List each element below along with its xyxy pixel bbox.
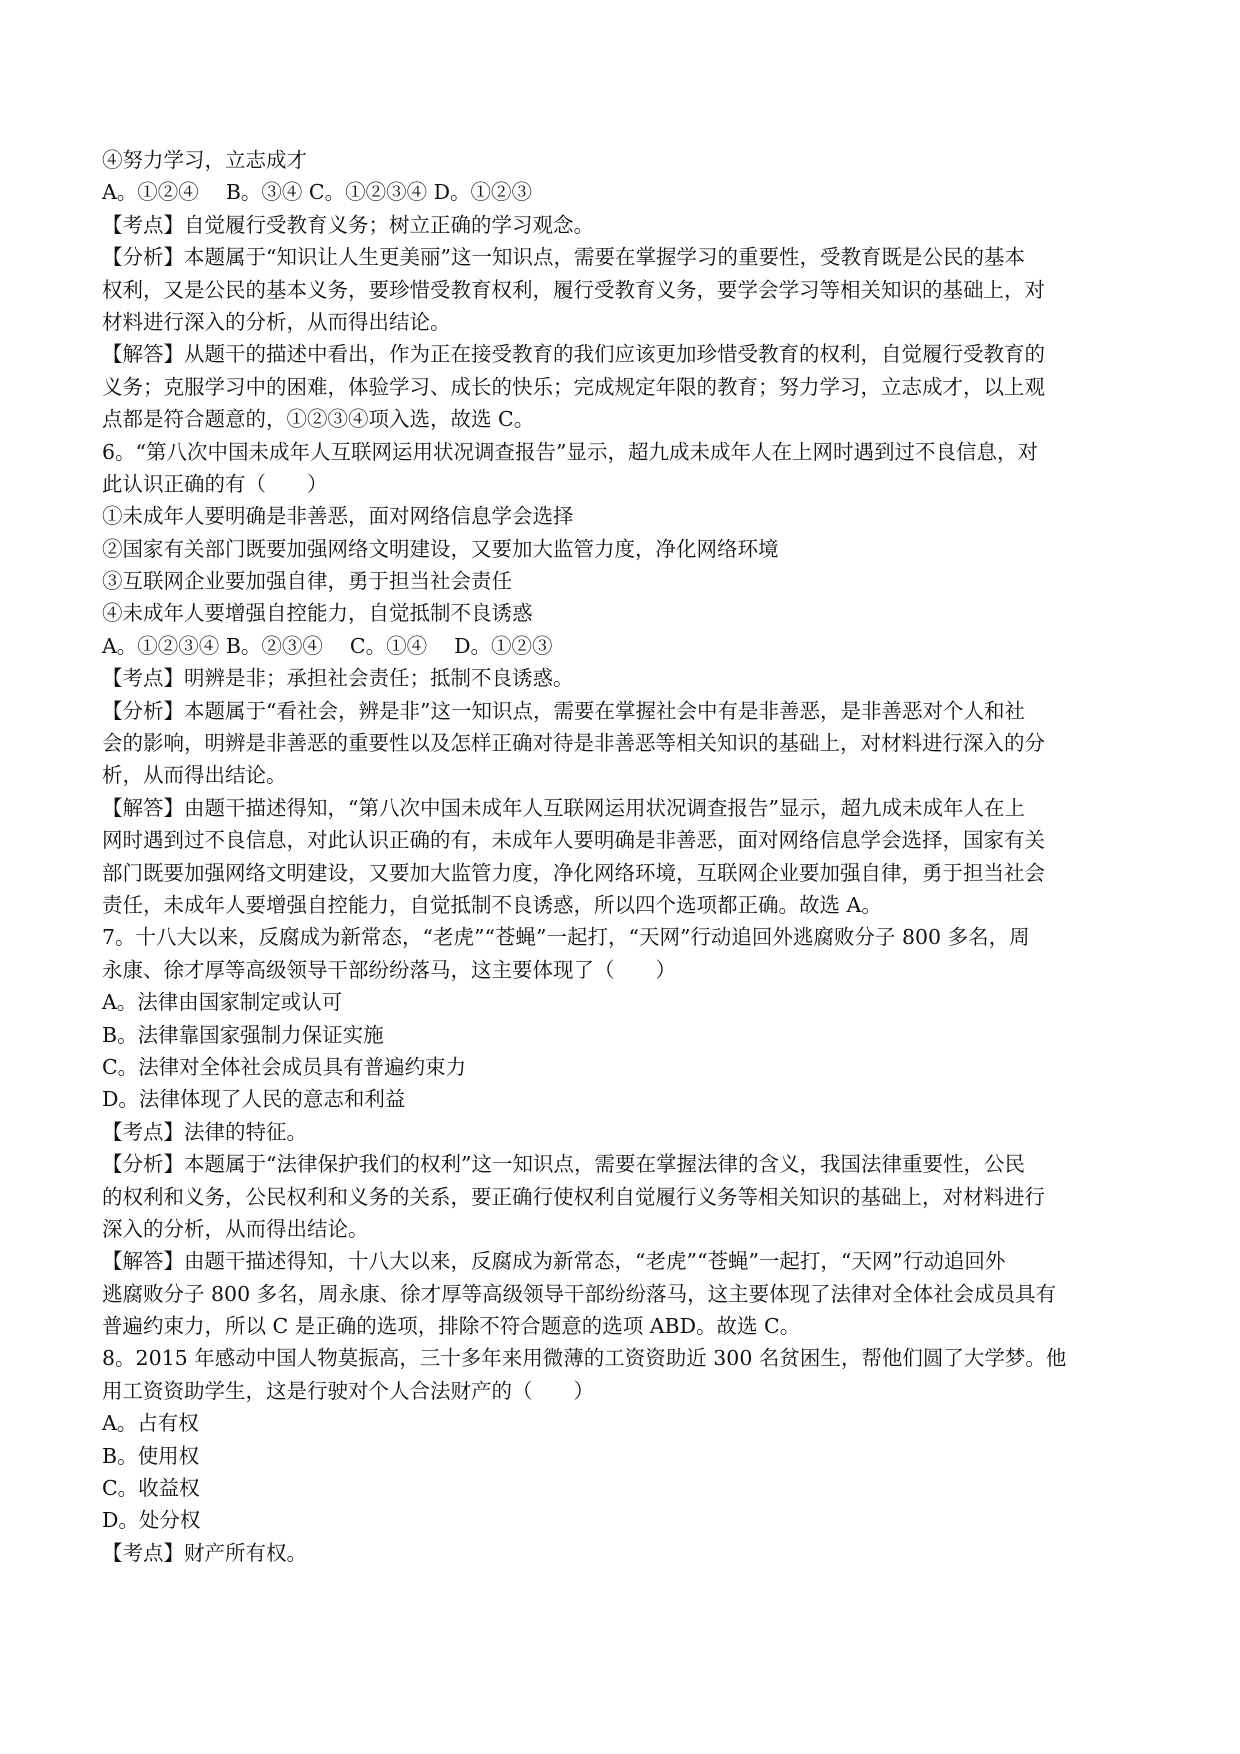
text-line: 【解答】由题干描述得知，十八大以来，反腐成为新常态，“老虎”“苍蝇”一起打，“天网”行动追回外: [102, 1249, 1006, 1274]
text-line: C。收益权: [102, 1476, 200, 1501]
text-line: 权利，又是公民的基本义务，要珍惜受教育权利，履行受教育义务，要学会学习等相关知识的基础上，对: [102, 277, 1045, 302]
text-line: 【解答】由题干描述得知，“第八次中国未成年人互联网运用状况调查报告”显示，超九成未成年人在上: [102, 795, 1025, 820]
text-line: B。使用权: [102, 1443, 200, 1468]
text-line: 材料进行深入的分析，从而得出结论。: [102, 309, 451, 334]
text-line: C。法律对全体社会成员具有普遍约束力: [102, 1054, 467, 1079]
text-line: 部门既要加强网络文明建设，又要加大监管力度，净化网络环境，互联网企业要加强自律，勇于担当社会: [102, 860, 1045, 885]
text-line: 会的影响，明辨是非善恶的重要性以及怎样正确对待是非善恶等相关知识的基础上，对材料进行深入的分: [102, 731, 1045, 756]
text-line: 【考点】自觉履行受教育义务；树立正确的学习观念。: [102, 212, 594, 237]
text-line: 普遍约束力，所以 C 是正确的选项，排除不符合题意的选项 ABD。故选 C。: [102, 1314, 801, 1339]
text-line: 【分析】本题属于“看社会，辨是非”这一知识点，需要在掌握社会中有是非善恶，是非善恶对个人和社: [102, 698, 1025, 723]
text-line: A。法律由国家制定或认可: [102, 990, 343, 1015]
text-line: 析，从而得出结论。: [102, 763, 287, 788]
text-line: A。占有权: [102, 1411, 199, 1436]
text-line: 的权利和义务，公民权利和义务的关系，要正确行使权利自觉履行义务等相关知识的基础上，对材料进行: [102, 1184, 1045, 1209]
text-line: D。处分权: [102, 1508, 201, 1533]
text-line: 网时遇到过不良信息，对此认识正确的有，未成年人要明确是非善恶，面对网络信息学会选择，国家有关: [102, 828, 1045, 853]
text-line: 深入的分析，从而得出结论。: [102, 1216, 369, 1241]
text-line: ③互联网企业要加强自律，勇于担当社会责任: [102, 569, 512, 594]
text-line: ①未成年人要明确是非善恶，面对网络信息学会选择: [102, 504, 574, 529]
text-line: 义务；克服学习中的困难，体验学习、成长的快乐；完成规定年限的教育；努力学习，立志成才，以上观: [102, 374, 1045, 399]
text-line: 【考点】法律的特征。: [102, 1119, 307, 1144]
text-line: ②国家有关部门既要加强网络文明建设，又要加大监管力度，净化网络环境: [102, 536, 779, 561]
text-line: 【解答】从题干的描述中看出，作为正在接受教育的我们应该更加珍惜受教育的权利，自觉履行受教育的: [102, 342, 1045, 367]
text-line: 【考点】明辨是非；承担社会责任；抵制不良诱惑。: [102, 666, 574, 691]
text-line: 此认识正确的有（ ）: [102, 471, 328, 496]
text-line: 【分析】本题属于“法律保护我们的权利”这一知识点，需要在掌握法律的含义，我国法律重要性，公民: [102, 1152, 1025, 1177]
text-line: 永康、徐才厚等高级领导干部纷纷落马，这主要体现了（ ）: [102, 957, 676, 982]
text-line: ④努力学习，立志成才: [102, 148, 307, 172]
text-line: 6。“第八次中国未成年人互联网运用状况调查报告”显示，超九成未成年人在上网时遇到过不良信息，对: [102, 439, 1039, 464]
text-line: A。①②④ B。③④ C。①②③④ D。①②③: [102, 180, 533, 205]
text-line: 8。2015 年感动中国人物莫振高，三十多年来用微薄的工资资助近 300 名贫困生，帮他们圆了大学梦。他: [102, 1346, 1067, 1371]
text-line: D。法律体现了人民的意志和利益: [102, 1087, 406, 1112]
text-line: 逃腐败分子 800 多名，周永康、徐才厚等高级领导干部纷纷落马，这主要体现了法律对全体社会成员具有: [102, 1281, 1057, 1306]
text-line: ④未成年人要增强自控能力，自觉抵制不良诱惑: [102, 601, 533, 626]
document-page: [102, 144, 1142, 1569]
text-line: 7。十八大以来，反腐成为新常态，“老虎”“苍蝇”一起打，“天网”行动追回外逃腐败分子 800 多名，周: [102, 925, 1030, 950]
text-line: 用工资资助学生，这是行驶对个人合法财产的（ ）: [102, 1378, 594, 1403]
text-line: 【分析】本题属于“知识让人生更美丽”这一知识点，需要在掌握学习的重要性，受教育既是公民的基本: [102, 245, 1025, 270]
text-line: 点都是符合题意的，①②③④项入选，故选 C。: [102, 407, 535, 432]
text-line: A。①②③④ B。②③④ C。①④ D。①②③: [102, 633, 553, 658]
text-line: 责任，未成年人要增强自控能力，自觉抵制不良诱惑，所以四个选项都正确。故选 A。: [102, 892, 882, 917]
text-line: 【考点】财产所有权。: [102, 1540, 307, 1565]
text-line: B。法律靠国家强制力保证实施: [102, 1022, 384, 1047]
